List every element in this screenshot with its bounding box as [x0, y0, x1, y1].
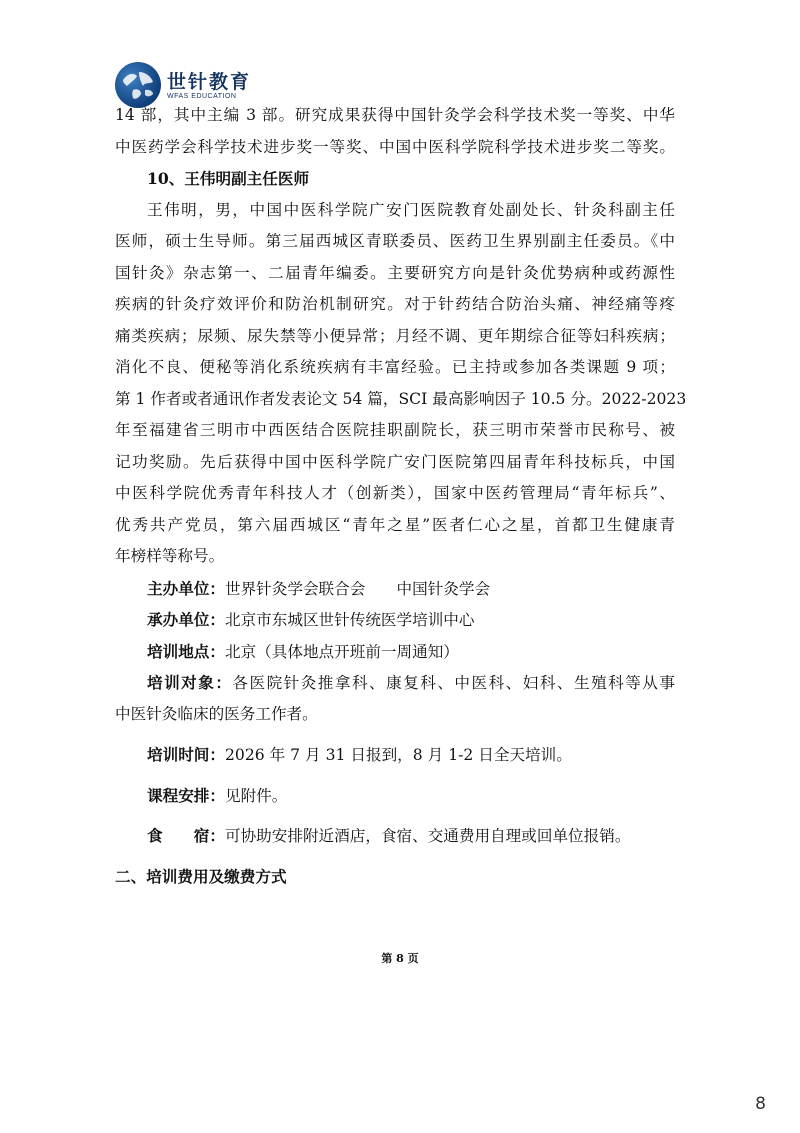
logo-name-cn: 世针教育: [167, 70, 252, 93]
paragraph-line: 年至福建省三明市中西医结合医院挂职副院长，获三明市荣誉市民称号、被: [115, 421, 675, 439]
info-value: 见附件。: [224, 786, 288, 805]
info-organizer: [115, 604, 675, 636]
paragraph-line: 医师，硕士生导师。第三届西城区青联委员、医药卫生界别副主任委员。《中: [115, 232, 675, 250]
paragraph-line: 消化不良、便秘等消化系统疾病有丰富经验。已主持或参加各类课题 9 项；: [115, 358, 675, 376]
info-audience-cont: 中医针灸临床的医务工作者。: [115, 704, 318, 723]
paragraph-line: 中医药学会科学技术进步奖一等奖、中国中医科学院科学技术进步奖二等奖。: [115, 137, 675, 156]
corner-page-number: 8: [755, 1094, 766, 1114]
info-audience: [115, 667, 675, 699]
info-label: 培训对象：: [147, 673, 233, 692]
paragraph-line: 记功奖励。先后获得中国中医科学院广安门医院第四届青年科技标兵，中国: [115, 452, 675, 471]
paragraph-line: 年榜样等称号。: [115, 547, 225, 565]
info-value: 可协助安排附近酒店，食宿、交通费用自理或回单位报销。: [224, 827, 631, 845]
info-label: 培训地点：: [147, 641, 225, 661]
info-value: 北京市东城区世针传统医学培训中心: [224, 611, 475, 629]
paragraph-line: 中医科学院优秀青年科技人才（创新类），国家中医药管理局“青年标兵”、: [115, 484, 675, 502]
paragraph-line: 王伟明，男，中国中医科学院广安门医院教育处副处长、针灸科副主任: [147, 200, 675, 219]
info-value: 世界针灸学会联合会 中国针灸学会: [224, 579, 491, 598]
info-location: [115, 636, 675, 668]
paragraph-line: 14 部，其中主编 3 部。研究成果获得中国针灸学会科学技术奖一等奖、中华: [115, 106, 675, 124]
paragraph-line: 疾病的针灸疗效评价和防治机制研究。对于针药结合防治头痛、神经痛等疼: [115, 295, 675, 313]
info-value: 各医院针灸推拿科、康复科、中医科、妇科、生殖科等从事: [232, 674, 675, 692]
paragraph-line: 国针灸》杂志第一、二届青年编委。主要研究方向是针灸优势病种或药源性: [115, 263, 675, 282]
section-heading-10: 10、王伟明副主任医师: [147, 169, 310, 188]
info-label: 食 宿：: [147, 826, 225, 845]
info-label: 主办单位：: [147, 578, 225, 598]
page-number: 第 8 页: [381, 952, 419, 965]
paragraph-line: 第 1 作者或者通讯作者发表论文 54 篇，SCI 最高影响因子 10.5 分。2022-2023: [115, 389, 687, 408]
info-label: 承办单位：: [147, 610, 225, 629]
logo-name-en: WFAS EDUCATION: [167, 92, 237, 100]
info-lodging: [115, 820, 675, 852]
info-label: 课程安排：: [147, 785, 225, 805]
document-body: [115, 100, 687, 892]
paragraph-line: 优秀共产党员，第六届西城区“青年之星”医者仁心之星，首都卫生健康青: [115, 515, 675, 534]
info-value: 2026 年 7 月 31 日报到，8 月 1-2 日全天培训。: [224, 746, 572, 764]
paragraph-line: 痛类疾病；尿频、尿失禁等小便异常；月经不调、更年期综合征等妇科疾病；: [115, 326, 675, 345]
info-time: [115, 739, 675, 771]
info-host: [115, 573, 675, 605]
info-value: 北京（具体地点开班前一周通知）: [224, 642, 459, 661]
info-schedule: [115, 780, 675, 812]
section-heading-2: 二、培训费用及缴费方式: [115, 866, 287, 886]
info-label: 培训时间：: [147, 745, 225, 764]
